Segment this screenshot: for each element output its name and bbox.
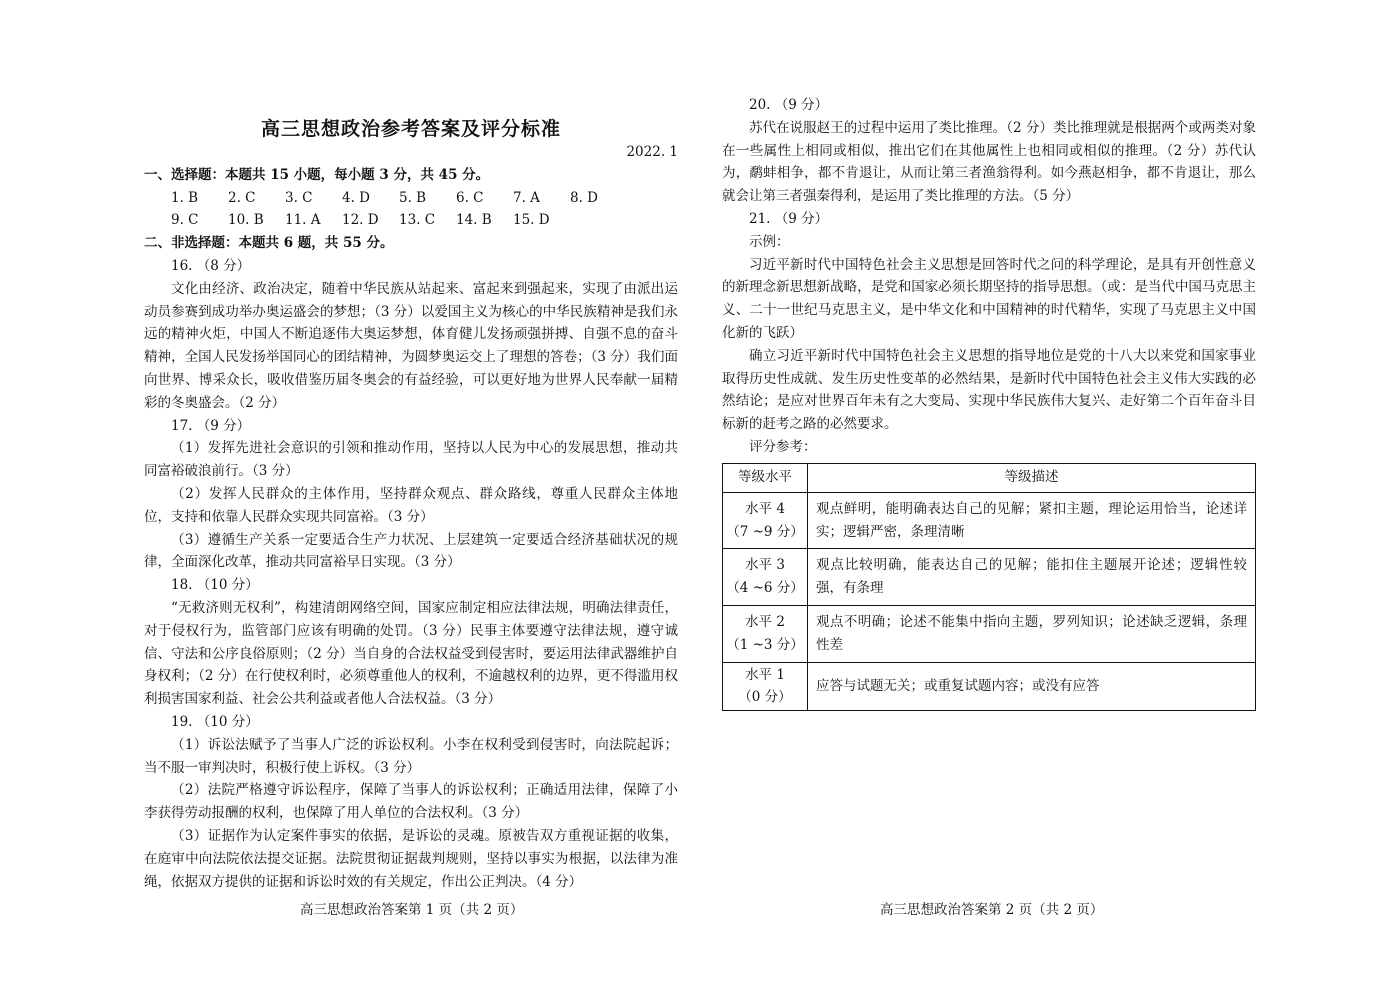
q18-text: “无救济则无权利”，构建清朗网络空间，国家应制定相应法律法规，明确法律责任，对于侵权行为，监管部门应该有明确的处罚。（3 分）民事主体要遵守法律法规，遵守诚信、守法和公序良俗原则；（2 分）当自身的合法权益受到侵害时，要运用法律武器维护自身权利；（2 分）在行使权利时，必须尊重他人的权利，不逾越权利的边界，更不得滥用权利损害国家利益、社会公共利益或者他人合法权益。（3 分） <box>144 599 678 708</box>
q19-item-2: （2）法院严格遵守诉讼程序，保障了当事人的诉讼权利；正确适用法律，保障了小李获得劳动报酬的权利，也保障了用人单位的合法权利。（3 分） <box>144 782 678 822</box>
q21-scoring-label: 评分参考： <box>749 438 817 455</box>
answer-item: 6. C <box>456 189 484 206</box>
q17-item-3: （3）遵循生产关系一定要适合生产力状况、上层建筑一定要适合经济基础状况的规律，全面深化改革，推动共同富裕早日实现。（3 分） <box>144 531 678 571</box>
rubric-desc: 观点不明确；论述不能集中指向主题，罗列知识；论述缺乏逻辑，条理性差 <box>808 605 1256 662</box>
rubric-level-cell <box>723 549 808 606</box>
footer-page-1: 高三思想政治答案第 1 页（共 2 页） <box>300 902 524 918</box>
q17-item-1: （1）发挥先进社会意识的引领和推动作用，坚持以人民为中心的发展思想，推动共同富裕破浪前行。（3 分） <box>144 440 678 480</box>
left-column <box>144 113 678 893</box>
answer-item: 4. D <box>342 189 370 206</box>
rubric-level: 水平 2 <box>745 613 785 630</box>
rubric-level-cell <box>723 492 808 549</box>
rubric-level: 水平 1 <box>745 666 785 683</box>
answer-item: 2. C <box>228 189 256 206</box>
q16-label: 16. （8 分） <box>171 257 251 274</box>
rubric-level: 水平 3 <box>745 557 785 574</box>
q21-para-2: 确立习近平新时代中国特色社会主义思想的指导地位是党的十八大以来党和国家事业取得历史性成就、发生历史性变革的必然结果，是新时代中国特色社会主义伟大实践的必然结论；是应对世界百年未有之大变局、实现中华民族伟大复兴、走好第二个百年奋斗目标新的赶考之路的必然要求。 <box>722 347 1256 433</box>
footer-page-2: 高三思想政治答案第 2 页（共 2 页） <box>880 902 1104 918</box>
table-row <box>723 605 1256 662</box>
rubric-header-desc: 等级描述 <box>808 463 1256 492</box>
section1-heading: 一、选择题：本题共 15 小题，每小题 3 分，共 45 分。 <box>144 166 490 183</box>
answer-item: 5. B <box>399 189 427 206</box>
q17-item-2: （2）发挥人民群众的主体作用，坚持群众观点、群众路线，尊重人民群众主体地位，支持和依靠人民群众实现共同富裕。（3 分） <box>144 485 678 525</box>
answer-item: 13. C <box>399 212 436 229</box>
rubric-level: 水平 4 <box>745 500 785 517</box>
q16-text: 文化由经济、政治决定，随着中华民族从站起来、富起来到强起来，实现了由派出运动员参赛到成功举办奥运盛会的梦想；（3 分）以爱国主义为核心的中华民族精神是我们永远的精神火炬，中国人不断追逐伟大奥运梦想，体育健儿发扬顽强拼搏、自强不息的奋斗精神，全国人民发扬举国同心的团结精神，为圆梦奥运交上了理想的答卷；（3 分）我们面向世界、博采众长，吸收借鉴历届冬奥会的有益经验，可以更好地为世界人民奉献一届精彩的冬奥盛会。（2 分） <box>144 280 678 411</box>
table-row <box>723 492 1256 549</box>
answer-item: 8. D <box>570 189 598 206</box>
rubric-desc: 观点比较明确，能表达自己的见解；能扣住主题展开论述；逻辑性较强，有条理 <box>808 549 1256 606</box>
answer-item: 15. D <box>513 212 550 229</box>
answers-row-2 <box>144 209 678 232</box>
answer-item: 7. A <box>513 189 540 206</box>
right-column <box>722 94 1256 711</box>
q20-text: 苏代在说服赵王的过程中运用了类比推理。（2 分）类比推理就是根据两个或两类对象在一些属性上相同或相似，推出它们在其他属性上也相同或相似的推理。（2 分）苏代认为，鹬蚌相争，都不肯退让，从而让第三者渔翁得利。如今燕赵相争，都不肯退让，那么就会让第三者强秦得利，是运用了类比推理的方法。（5 分） <box>722 119 1256 205</box>
q18-label: 18. （10 分） <box>171 577 259 594</box>
answers-row-1 <box>144 187 678 210</box>
page-title: 高三思想政治参考答案及评分标准 <box>260 118 561 140</box>
q21-label: 21. （9 分） <box>749 210 829 227</box>
rubric-level-cell <box>723 605 808 662</box>
answer-item: 10. B <box>228 212 264 229</box>
rubric-header-row <box>723 463 1256 492</box>
rubric-points: （0 分） <box>738 689 792 706</box>
q19-item-3: （3）证据作为认定案件事实的依据，是诉讼的灵魂。原被告双方重视证据的收集，在庭审中向法院依法提交证据。法院贯彻证据裁判规则，坚持以事实为根据，以法律为准绳，依据双方提供的证据和诉讼时效的有关规定，作出公正判决。（4 分） <box>144 827 678 890</box>
table-row <box>723 549 1256 606</box>
q20-label: 20. （9 分） <box>749 97 829 113</box>
table-row <box>723 662 1256 711</box>
q17-label: 17. （9 分） <box>171 417 251 434</box>
rubric-points: （4 ~6 分） <box>726 580 804 597</box>
q21-para-1: 习近平新时代中国特色社会主义思想是回答时代之问的科学理论，是具有开创性意义的新理念新思想新战略，是党和国家必须长期坚持的指导思想。（或：是当代中国马克思主义、二十一世纪马克思主义，是中华文化和中国精神的时代精华，实现了马克思主义中国化新的飞跃） <box>722 256 1256 341</box>
answer-item: 9. C <box>171 212 199 229</box>
q19-label: 19. （10 分） <box>171 713 259 730</box>
answer-item: 14. B <box>456 212 492 229</box>
answer-item: 1. B <box>171 189 199 206</box>
q21-example-label: 示例： <box>749 233 790 250</box>
rubric-points: （1 ~3 分） <box>726 636 804 653</box>
q19-item-1: （1）诉讼法赋予了当事人广泛的诉讼权利。小李在权利受到侵害时，向法院起诉；当不服一审判决时，积极行使上诉权。（3 分） <box>144 736 678 776</box>
date: 2022. 1 <box>626 144 678 160</box>
rubric-header-level: 等级水平 <box>723 463 808 492</box>
rubric-points: （7 ~9 分） <box>726 523 804 540</box>
rubric-desc: 应答与试题无关；或重复试题内容；或没有应答 <box>808 662 1256 711</box>
rubric-desc: 观点鲜明，能明确表达自己的见解；紧扣主题，理论运用恰当，论述详实；逻辑严密，条理清晰 <box>808 492 1256 549</box>
answer-item: 12. D <box>342 212 379 229</box>
rubric-level-cell <box>723 662 808 711</box>
rubric-table <box>722 463 1256 711</box>
answer-item: 3. C <box>285 189 313 206</box>
answer-item: 11. A <box>285 212 321 229</box>
section2-heading: 二、非选择题：本题共 6 题，共 55 分。 <box>144 235 394 252</box>
